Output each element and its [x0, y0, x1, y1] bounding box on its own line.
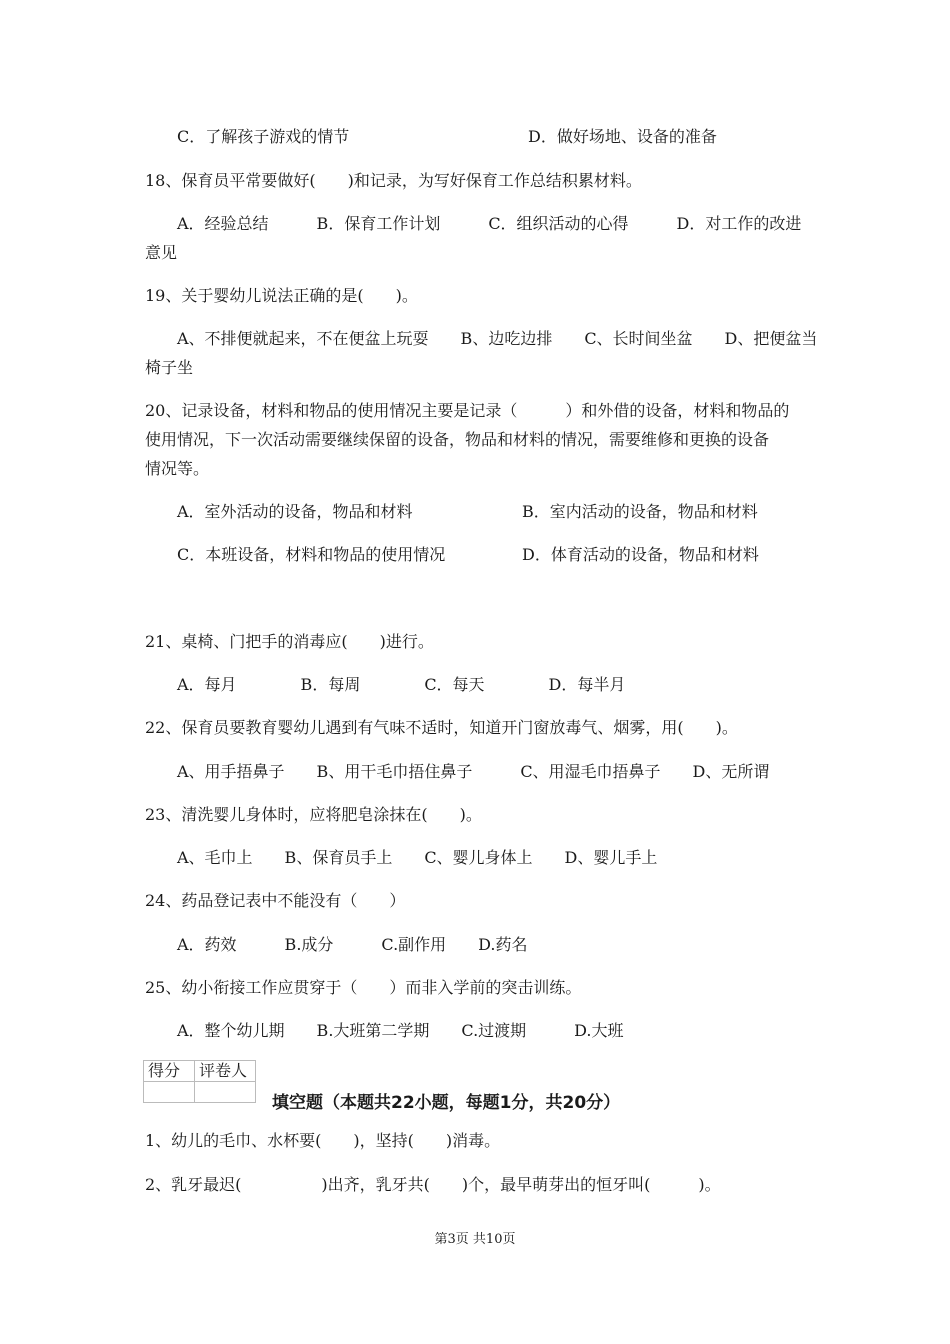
q25-options: A．整个幼儿期 B.大班第二学期 C.过渡期 D.大班 — [177, 1021, 624, 1040]
q22-stem: 22、保育员要教育婴幼儿遇到有气味不适时，知道开门窗放毒气、烟雾，用( )。 — [145, 718, 738, 737]
grader-cell — [195, 1082, 256, 1103]
q20-option-c: C．本班设备，材料和物品的使用情况 — [177, 545, 446, 564]
q25-stem: 25、幼小衔接工作应贯穿于（ ）而非入学前的突击训练。 — [145, 978, 582, 997]
q20-stem-line2: 使用情况，下一次活动需要继续保留的设备，物品和材料的情况，需要维修和更换的设备 — [145, 430, 770, 449]
q18-options: A．经验总结 B．保育工作计划 C．组织活动的心得 D．对工作的改进 — [177, 214, 802, 233]
score-label: 得分 — [144, 1061, 195, 1082]
score-cell — [144, 1082, 195, 1103]
q20-option-a: A．室外活动的设备，物品和材料 — [177, 502, 413, 521]
q18-stem: 18、保育员平常要做好( )和记录，为写好保育工作总结积累材料。 — [145, 171, 642, 190]
q20-option-d: D．体育活动的设备，物品和材料 — [522, 545, 759, 564]
q20-stem-line3: 情况等。 — [145, 459, 210, 478]
fill-question-2: 2、乳牙最迟( )出齐，乳牙共( )个，最早萌芽出的恒牙叫( )。 — [145, 1175, 721, 1194]
q24-options: A．药效 B.成分 C.副作用 D.药名 — [177, 935, 528, 954]
q19-stem: 19、关于婴幼儿说法正确的是( )。 — [145, 286, 418, 305]
q24-stem: 24、药品登记表中不能没有（ ） — [145, 891, 406, 910]
page-number: 第3页 共10页 — [434, 1232, 516, 1247]
q22-options: A、用手捂鼻子 B、用干毛巾捂住鼻子 C、用湿毛巾捂鼻子 D、无所谓 — [177, 762, 770, 781]
q17-option-c: C．了解孩子游戏的情节 — [177, 127, 350, 146]
score-box — [143, 1060, 256, 1103]
q20-stem-line1: 20、记录设备，材料和物品的使用情况主要是记录（ ）和外借的设备，材料和物品的 — [145, 401, 790, 420]
q19-options-cont: 椅子坐 — [145, 358, 194, 377]
q23-stem: 23、清洗婴儿身体时，应将肥皂涂抹在( )。 — [145, 805, 482, 824]
q21-options: A．每月 B．每周 C．每天 D．每半月 — [177, 675, 626, 694]
q20-option-b: B．室内活动的设备，物品和材料 — [522, 502, 758, 521]
q23-options: A、毛巾上 B、保育员手上 C、婴儿身体上 D、婴儿手上 — [177, 848, 658, 867]
q21-stem: 21、桌椅、门把手的消毒应( )进行。 — [145, 632, 434, 651]
q18-options-cont: 意见 — [145, 243, 178, 262]
q17-option-d: D．做好场地、设备的准备 — [528, 127, 717, 146]
grader-label: 评卷人 — [195, 1061, 256, 1082]
section-title: 填空题（本题共22小题，每题1分，共20分） — [272, 1093, 621, 1113]
fill-question-1: 1、幼儿的毛巾、水杯要( )，坚持( )消毒。 — [145, 1131, 501, 1150]
q19-options: A、不排便就起来，不在便盆上玩耍 B、边吃边排 C、长时间坐盆 D、把便盆当 — [177, 329, 818, 348]
